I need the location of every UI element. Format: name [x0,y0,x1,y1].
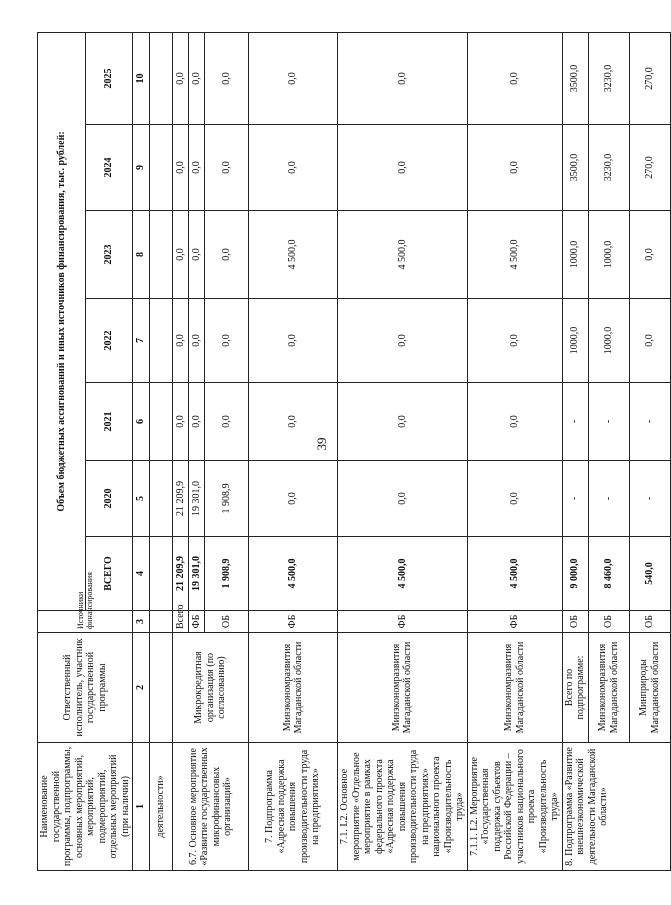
value-cell: 8 460,0 [588,537,629,611]
value-cell: 0,0 [467,32,562,124]
value-cell: 4 500,0 [338,537,468,611]
row-executor: Минэкономразвития Магаданской области [338,633,468,743]
row-name: 8. Подпрограмма «Развитие внешнеэкономической деятельности Магаданской области» [562,743,670,871]
value-cell: 0,0 [629,211,670,299]
value-cell: 1000,0 [588,211,629,299]
row-source: ФБ [189,611,205,633]
row-executor: Микрокредитная организация (по согласованию) [173,633,249,743]
header-year: 2024 [85,125,133,211]
row-name: 7. Подпрограмма «Адресная поддержка повышения производительности труда на предприятиях» [249,743,338,871]
row-source: ФБ [249,611,338,633]
value-cell: 1 908,9 [205,461,249,537]
value-cell: 0,0 [338,125,468,211]
value-cell: 19 301,0 [189,537,205,611]
value-cell: 0,0 [205,211,249,299]
value-cell: 0,0 [249,32,338,124]
row-source: ФБ [338,611,468,633]
value-cell: 0,0 [173,299,189,383]
value-cell: 0,0 [173,32,189,124]
value-cell: 0,0 [338,383,468,461]
value-cell: 0,0 [467,299,562,383]
value-cell: 0,0 [629,299,670,383]
row-source: ОБ [562,611,588,633]
value-cell: 1000,0 [562,299,588,383]
value-cell: 0,0 [189,211,205,299]
header-year: 2025 [85,32,133,124]
header-year: 2023 [85,211,133,299]
value-cell: 0,0 [189,299,205,383]
value-cell: 0,0 [205,383,249,461]
continuation-text: деятельности» [150,743,173,871]
row-executor: Минэкономразвития Магаданской области [588,633,629,743]
value-cell: 0,0 [173,383,189,461]
header-executor: Ответственный исполнитель, участник государственной программы [38,633,133,743]
value-cell: - [562,461,588,537]
value-cell: 9 000,0 [562,537,588,611]
value-cell: 21 209,9 [173,461,189,537]
row-executor: Минприроды Магаданской области [629,633,670,743]
value-cell: 0,0 [467,125,562,211]
value-cell: 1000,0 [562,211,588,299]
column-number: 6 [133,383,150,461]
value-cell: 540,0 [629,537,670,611]
row-executor: Минэкономразвития Магаданской области [467,633,562,743]
header-year: ВСЕГО [85,537,133,611]
header-funding-group: Объем бюджетных ассигнований и иных источников финансирования, тыс. рублей: [38,32,86,610]
value-cell: 0,0 [173,125,189,211]
row-name: 6.7. Основное мероприятие «Развитие государственных микрофинансовых организаций» [173,743,249,871]
page-number: 39 [314,437,329,451]
row-source: Всего [173,611,189,633]
value-cell: 3500,0 [562,32,588,124]
column-number: 10 [133,32,150,124]
value-cell: 19 301,0 [189,461,205,537]
row-name: 7.1.1. L2. Мероприятие «Государственная поддержка субъектов Российской Федерации – участников национального проекта «Производительность труда» [467,743,562,871]
value-cell: 0,0 [338,32,468,124]
value-cell: 0,0 [467,461,562,537]
table-row [249,32,338,870]
value-cell: 270,0 [629,125,670,211]
header-source: Источники финансирования [38,611,133,633]
funding-table [37,32,671,871]
row-source: ОБ [205,611,249,633]
column-number: 9 [133,125,150,211]
value-cell: - [588,461,629,537]
value-cell: - [562,383,588,461]
value-cell: 0,0 [249,299,338,383]
column-number: 5 [133,461,150,537]
column-number: 2 [133,633,150,743]
value-cell: 4 500,0 [249,211,338,299]
header-year: 2022 [85,299,133,383]
rotated-table-container [37,33,661,871]
value-cell: 1 908,9 [205,537,249,611]
row-source: ФБ [467,611,562,633]
value-cell: - [588,383,629,461]
value-cell: 0,0 [249,383,338,461]
value-cell: 0,0 [338,461,468,537]
value-cell: 4 500,0 [467,537,562,611]
column-number: 8 [133,211,150,299]
value-cell: 3500,0 [562,125,588,211]
value-cell: 3230,0 [588,125,629,211]
column-number: 1 [133,743,150,871]
value-cell: 4 500,0 [249,537,338,611]
row-executor: Всего по подпрограмме: [562,633,588,743]
row-source: ОБ [588,611,629,633]
value-cell: 0,0 [189,125,205,211]
value-cell: - [629,461,670,537]
value-cell: 21 209,9 [173,537,189,611]
column-number: 7 [133,299,150,383]
value-cell: 3230,0 [588,32,629,124]
value-cell: 4 500,0 [467,211,562,299]
column-number: 3 [133,611,150,633]
header-year: 2021 [85,383,133,461]
row-executor: Минэкономразвития Магаданской области [249,633,338,743]
value-cell: 0,0 [467,383,562,461]
row-name: 7.1. L2. Основное мероприятие «Отдельное мероприятие в рамках федерального проекта «Адресная поддержка повышения производительности труда на предприятиях» национального проекта «Производительность труда» [338,743,468,871]
row-source: ОБ [629,611,670,633]
table-row [562,32,588,870]
table-row [338,32,468,870]
value-cell: 0,0 [205,299,249,383]
value-cell: 4 500,0 [338,211,468,299]
value-cell: - [629,383,670,461]
value-cell: 1000,0 [588,299,629,383]
header-year: 2020 [85,461,133,537]
value-cell: 270,0 [629,32,670,124]
value-cell: 0,0 [189,32,205,124]
header-name: Наименование государственной программы, подпрограммы, основных мероприятий, мероприятий, подмероприятий, отдельных мероприятий (при наличии) [38,743,133,871]
table-row [467,32,562,870]
value-cell: 0,0 [189,383,205,461]
value-cell: 0,0 [249,125,338,211]
value-cell: 0,0 [205,125,249,211]
value-cell: 0,0 [338,299,468,383]
value-cell: 0,0 [205,32,249,124]
value-cell: 0,0 [173,211,189,299]
table-row [173,32,189,870]
value-cell: 0,0 [249,461,338,537]
column-number: 4 [133,537,150,611]
